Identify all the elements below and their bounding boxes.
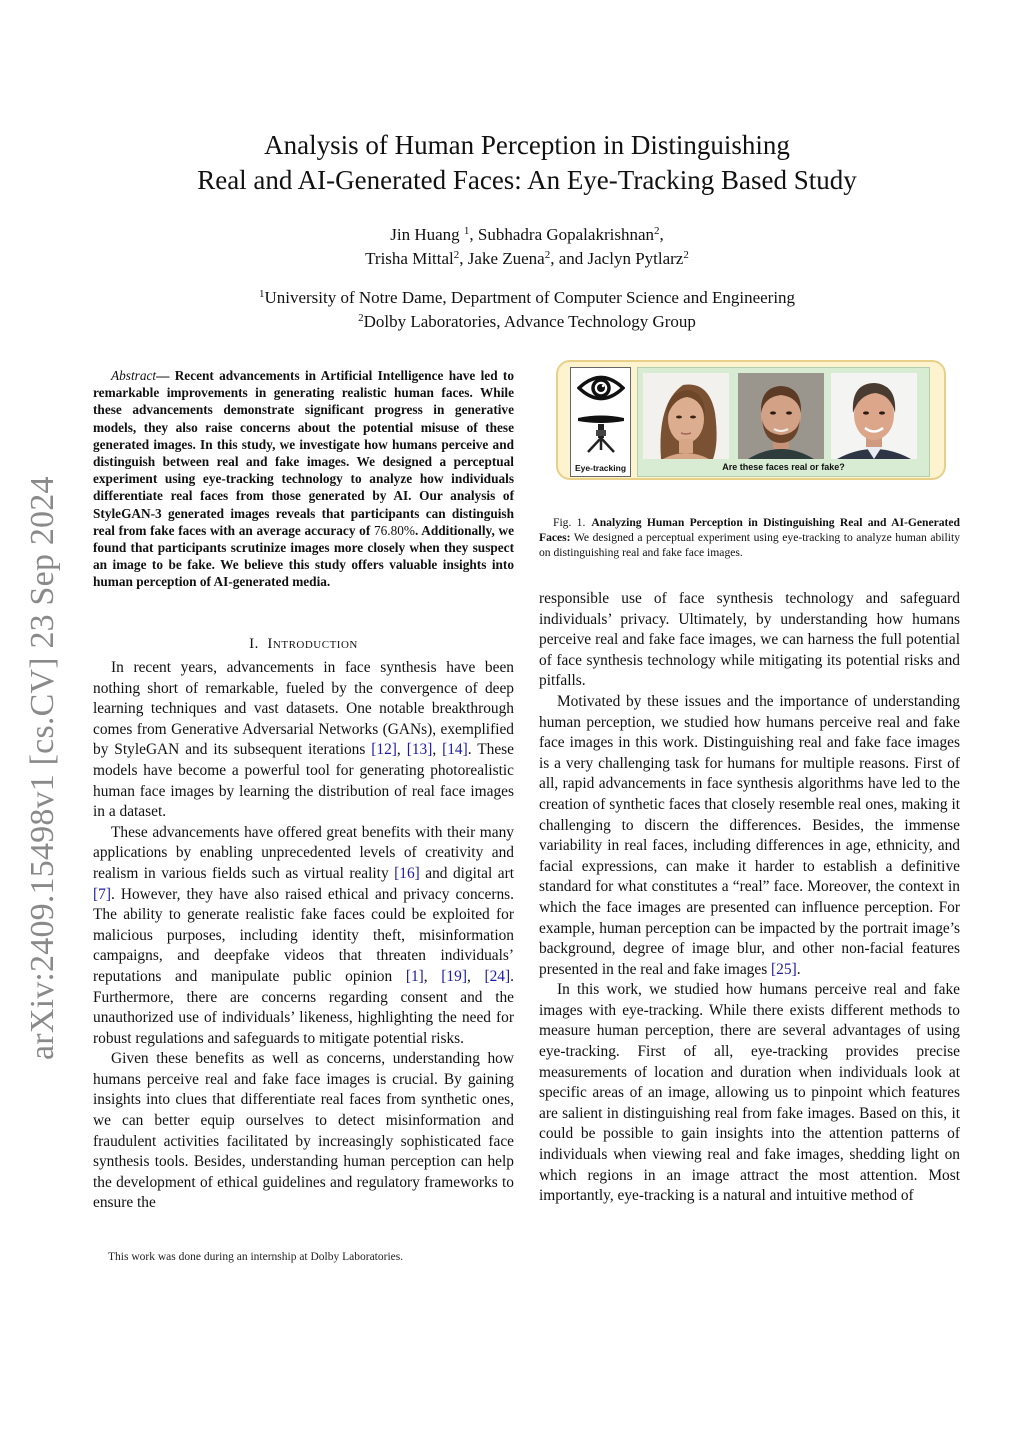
citation-link[interactable]: [25] (771, 960, 797, 978)
text: In recent years, advancements in face synthesis have been nothing short of remarkable, fueled by the convergence of deep learning techniques and vast datasets. One notable breakthrough comes from Generative Adversarial Networks (GANs), exemplified by StyleGAN and its subsequent iterations (93, 659, 514, 759)
paragraph (93, 1049, 514, 1214)
eye-icon (577, 373, 625, 403)
affiliation-mark: 2 (654, 225, 660, 237)
citation-link[interactable]: [14] (442, 741, 468, 759)
citation-link[interactable]: [12] (371, 741, 397, 759)
paper-title (130, 128, 924, 198)
author-name: , Subhadra Gopalakrishnan (469, 225, 654, 244)
text: and digital art (419, 864, 514, 882)
text: These advancements have offered great benefits with their many applications by enabling unprecedented levels of creativity and realism in various fields such as virtual reality (93, 823, 514, 882)
abstract (93, 367, 514, 591)
section-title: Introduction (267, 636, 358, 652)
title-line-2: Real and AI-Generated Faces: An Eye-Tracking Based Study (197, 165, 857, 195)
citation-link[interactable]: [7] (93, 885, 111, 903)
footnote: This work was done during an internship at Dolby Laboratories. (108, 1251, 404, 1263)
face-image-man-in-suit (831, 373, 917, 459)
face-image-bearded-man (738, 373, 824, 459)
affiliation-text: Dolby Laboratories, Advance Technology Group (363, 312, 696, 331)
text: . These models have become a powerful tool for generating photorealistic human face images by learning the distribution of real face images in a dataset. (93, 741, 514, 821)
affiliation-mark: 1 (463, 225, 470, 237)
affiliation (130, 286, 924, 310)
figure-question-text: Are these faces real or fake? (722, 462, 845, 472)
affiliation-mark: 2 (544, 249, 551, 261)
affiliation (130, 310, 924, 334)
text: In this work, we studied how humans perceive real and fake images with eye-tracking. While there exists different methods to measure human perception, there are several advantages of using eye-tracking. First of all, eye-tracking provides precise measurements of location and duration when individuals look at specific areas of an image, allowing us to pinpoint which features are salient in distinguishing real from fake images. Based on this, it could be possible to gain insights into the attention patterns of individuals when viewing real and fake images, shedding light on which regions in an image attract the most attention. Most importantly, eye-tracking is a natural and intuitive method of (539, 981, 960, 1205)
face-stimuli-panel (637, 367, 930, 477)
abstract-dash: — (156, 368, 175, 383)
paragraph (539, 980, 960, 1207)
author-line-1 (130, 223, 924, 247)
figure-1-caption (539, 515, 960, 560)
affiliation-mark: 1 (258, 288, 265, 300)
section-number: I. (249, 636, 259, 652)
text: responsible use of face synthesis technology and safeguard individuals’ privacy. Ultimately, by understanding how humans perceive real and fake face images, we can harness the full potential of face synthesis technology while mitigating its potential risks and pitfalls. (539, 590, 960, 690)
abstract-text: Recent advancements in Artificial Intelligence have led to remarkable improvements in generating realistic human faces. While these advancements demonstrate significant progress in generative models, they also raise concerns about the potential misuse of these generated images. In this study, we investigate how humans perceive and distinguish between real and fake images. We designed a perceptual experiment using eye-tracking technology to analyze how individuals differentiate real faces from those generated by AI. Our analysis of StyleGAN-3 generated images reveals that participants can distinguish real from fake faces with an average accuracy of (93, 368, 514, 538)
figure-number: Fig. 1. (553, 516, 586, 529)
face-image-woman (643, 373, 729, 459)
abstract-label: Abstract (111, 368, 157, 383)
introduction-right-column (539, 589, 960, 1207)
paragraph: In recent years, advancements in face synthesis have been nothing short of remarkable, fueled by the convergence of deep learning techniques and vast datasets. One notable breakthrough comes from Generative Adversarial Networks (GANs), exemplified by StyleGAN and its subsequent iterations [12], [13], [14]. These models have become a powerful tool for generating photorealistic human face images by learning the distribution of real face images in a dataset. (93, 659, 514, 821)
paragraph: These advancements have offered great benefits with their many applications by enabling unprecedented levels of creativity and realism in various fields such as virtual reality [16] and digital art [7]. However, they have also raised ethical and privacy concerns. The ability to generate realistic fake faces could be exploited for malicious purposes, including identity theft, misinformation campaigns, and deepfake videos that threaten individuals’ reputations and manipulate public opinion [1], [19], [24]. Furthermore, there are concerns regarding consent and the unauthorized use of individuals’ likeness, highlighting the need for robust regulations and safeguards to mitigate potential risks. (93, 823, 514, 1047)
eye-tracker-device-icon (576, 412, 626, 456)
affiliation-mark: 2 (453, 249, 460, 261)
author-name: , Jake Zuena (459, 249, 545, 268)
author-list (130, 223, 924, 271)
affiliation-list (130, 286, 924, 334)
title-line-1: Analysis of Human Perception in Distinguishing (264, 130, 790, 160)
paragraph (539, 692, 960, 980)
abstract-text: . Additionally, we found that participants scrutinize images more closely when they suspect an image to be fake. We believe this study offers valuable insights into human perception of AI-generated media. (93, 522, 514, 590)
text: . (796, 960, 801, 978)
author-line-2 (130, 247, 924, 271)
author-name: Trisha Mittal (365, 249, 454, 268)
caption-title: Analyzing Human Perception in Distinguishing Real and AI-Generated Faces: (539, 516, 960, 544)
figure-1 (556, 360, 946, 480)
paragraph (539, 589, 960, 692)
eye-tracking-panel (570, 367, 631, 477)
citation-link[interactable]: [19] (441, 967, 467, 985)
author-name: Jin Huang (390, 225, 464, 244)
citation-link[interactable]: [13] (406, 741, 433, 759)
text: . However, they have also raised ethical and privacy concerns. The ability to generate realistic fake faces could be exploited for malicious purposes, including identity theft, misinformation campaigns, and deepfake videos that threaten individuals’ reputations and manipulate public opinion (93, 885, 514, 985)
section-heading-introduction (93, 636, 514, 653)
accuracy-value: 76.80% (373, 522, 415, 538)
arxiv-identifier-stamp: arXiv:2409.15498v1 [cs.CV] 23 Sep 2024 (24, 476, 61, 1060)
text: Motivated by these issues and the importance of understanding human perception, we studied how humans perceive real and fake face images in this work. Distinguishing real and fake face images is a very challenging task for humans for multiple reasons. First of all, rapid advancements in face synthesis algorithms have led to the creation of synthetic faces that closely resemble real ones, making it challenging to discern the differences. Besides, the immense variability in real faces, including differences in age, ethnicity, and facial expressions, can make it harder to establish a definitive standard for what constitutes a “real” face. Moreover, the context in which the face images are presented can influence perception. For example, human perception can be impacted by the portrait image’s background, degree of image blur, and other non-facial features presented in the real and fake images (539, 692, 960, 978)
separator: , (659, 225, 664, 244)
affiliation-mark: 2 (358, 312, 364, 324)
citation-link[interactable]: [24] (484, 967, 511, 985)
citation-link[interactable]: [1] (405, 967, 424, 985)
affiliation-text: University of Notre Dame, Department of Computer Science and Engineering (264, 288, 796, 307)
eye-tracking-label: Eye-tracking (574, 463, 627, 473)
affiliation-mark: 2 (683, 249, 689, 261)
author-name: , and Jaclyn Pytlarz (550, 249, 684, 268)
text: Given these benefits as well as concerns, understanding how humans perceive real and fake face images is crucial. By gaining insights into clues that differentiate real faces from synthetic ones, we can better equip ourselves to detect misinformation and fraudulent activities facilitated by increasingly sophisticated face synthesis tools. Besides, understanding human perception can help the development of ethical guidelines and regulatory frameworks to ensure the (93, 1050, 514, 1212)
citation-link[interactable]: [16] (394, 864, 420, 882)
text: . Furthermore, there are concerns regarding consent and the unauthorized use of individuals’ likeness, highlighting the need for robust regulations and safeguards to mitigate potential risks. (93, 967, 514, 1047)
introduction-left-column (93, 658, 514, 1214)
caption-text: We designed a perceptual experiment using eye-tracking to analyze human ability on distinguishing real and fake face images. (539, 531, 960, 559)
